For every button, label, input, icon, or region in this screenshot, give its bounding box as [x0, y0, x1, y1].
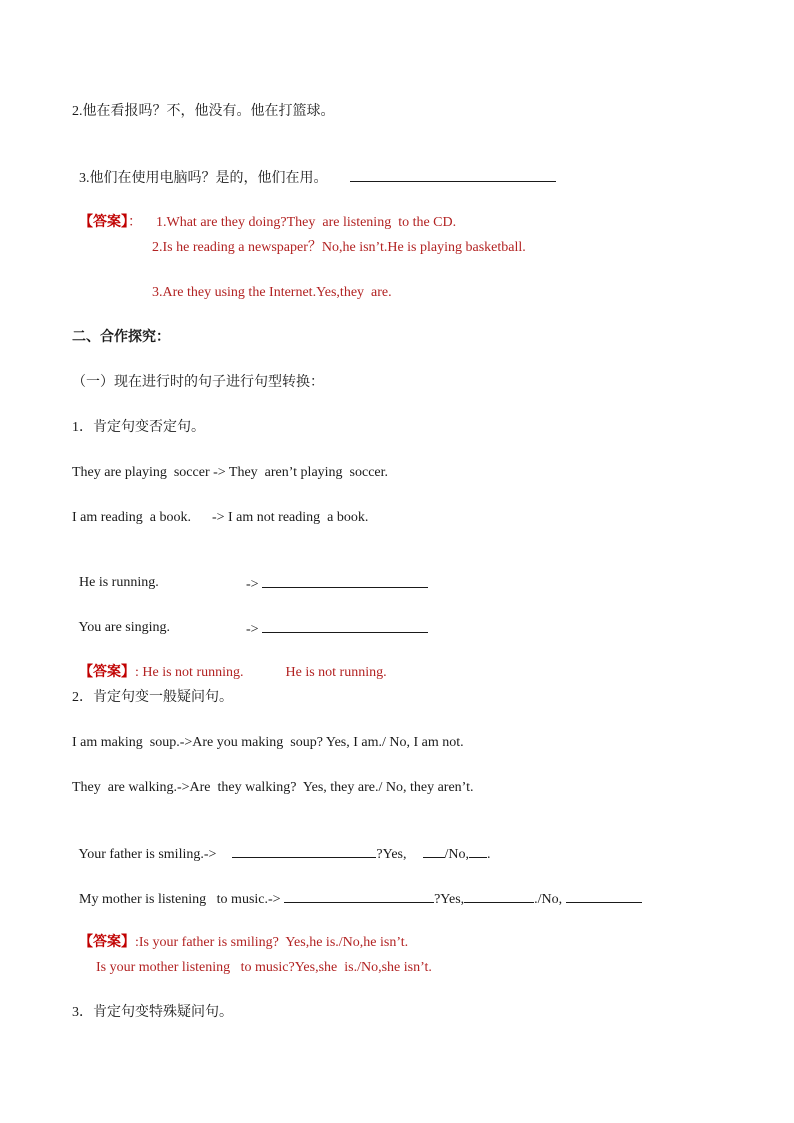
part3-title: 3．肯定句变特殊疑问句。	[72, 1005, 233, 1020]
exercise-sentence: My mother is listening to music.->	[79, 892, 281, 907]
no-blank[interactable]	[566, 888, 642, 903]
question-blank[interactable]	[232, 843, 376, 858]
part2-answer-text1: :Is your father is smiling? Yes,he is./No,he isn’t.	[135, 935, 409, 950]
answer-sep: ：	[128, 215, 142, 230]
part1-example2: I am reading a book. -> I am not reading a book.	[72, 510, 369, 525]
exercise-sentence: Your father is smiling.->	[78, 847, 217, 862]
section-heading: 二、合作探究：	[72, 330, 170, 345]
answer1-line3: 3.Are they using the Internet.Yes,they are.	[152, 285, 392, 300]
part1-example1: They are playing soccer -> They aren’t playing soccer.	[72, 465, 389, 480]
q3-text: 3.他们在使用电脑吗？是的，他们在用。	[79, 171, 328, 186]
answer1-line2: 2.Is he reading a newspaper？No,he isn’t.He is playing basketball.	[152, 240, 526, 255]
question-blank[interactable]	[284, 888, 434, 903]
q3-line	[72, 147, 556, 189]
q2-line: 2.他在看报吗？不，他没有。他在打篮球。	[72, 104, 335, 119]
answer-label: 【答案】	[79, 665, 135, 680]
part1-exercise3-arrow	[239, 553, 428, 595]
part1-exercise4-arrow	[239, 598, 428, 640]
answer-blank[interactable]	[262, 573, 428, 588]
no-blank[interactable]	[469, 843, 487, 858]
no-label: /No,	[444, 847, 469, 862]
part1-answer	[72, 643, 387, 683]
answer1-line1: 1.What are they doing?They are listening to the CD.	[156, 215, 457, 230]
part2-exercise4	[72, 868, 642, 910]
answer-label: 【答案】	[79, 215, 128, 230]
part2-answer-line2: Is your mother listening to music?Yes,she is./No,she isn’t.	[96, 960, 432, 975]
section-subheading: （一）现在进行时的句子进行句型转换：	[72, 375, 324, 390]
arrow: ->	[246, 577, 259, 592]
yes-blank[interactable]	[464, 888, 534, 903]
answer-block-1-line1	[72, 193, 456, 233]
answer-label: 【答案】	[79, 935, 135, 950]
yes-label: ?Yes,	[376, 847, 407, 862]
part2-title: 2．肯定句变一般疑问句。	[72, 690, 233, 705]
part2-example2: They are walking.->Are they walking? Yes, they are./ No, they aren’t.	[72, 780, 474, 795]
part1-answer-text: : He is not running. He is not running.	[135, 665, 387, 680]
arrow: ->	[246, 622, 259, 637]
no-label: ./No,	[534, 892, 563, 907]
period: .	[487, 847, 491, 862]
exercise-sentence: He is running.	[79, 575, 159, 590]
part2-exercise3	[72, 823, 491, 865]
exercise-sentence: You are singing.	[78, 620, 171, 635]
answer-blank[interactable]	[262, 618, 428, 633]
yes-label: ?Yes,	[434, 892, 465, 907]
part1-title: 1．肯定句变否定句。	[72, 420, 205, 435]
yes-blank[interactable]	[423, 843, 445, 858]
part2-answer-line1	[72, 913, 408, 953]
part1-exercise4	[72, 598, 170, 638]
part2-example1: I am making soup.->Are you making soup? Yes, I am./ No, I am not.	[72, 735, 464, 750]
part1-exercise3	[72, 553, 159, 593]
q3-blank[interactable]	[350, 167, 556, 182]
